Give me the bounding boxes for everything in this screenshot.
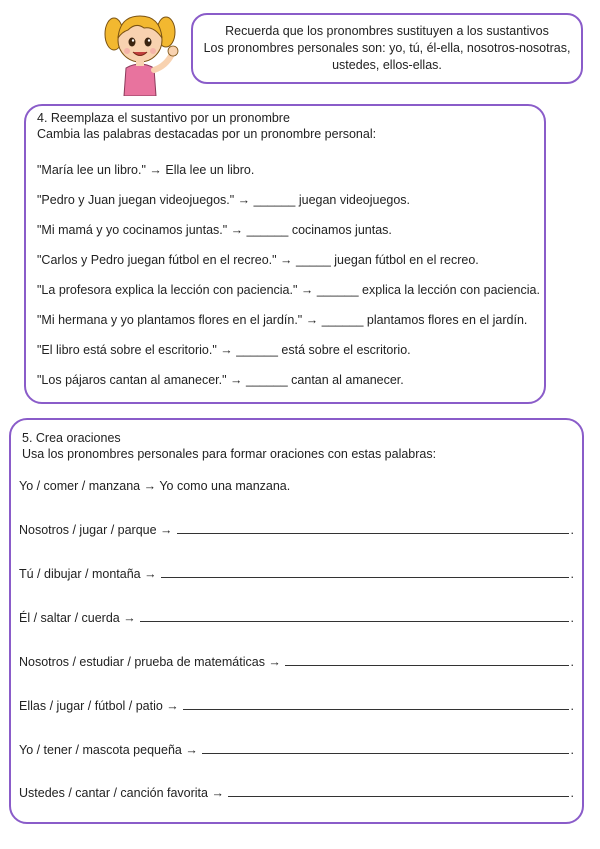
task-prompt: Yo / tener / mascota pequeña →	[19, 743, 198, 757]
line-end: .	[570, 786, 574, 800]
answer-line[interactable]	[285, 653, 569, 666]
tip-line: Los pronombres personales son: yo, tú, él-ella, nosotros-nosotras,	[203, 41, 571, 55]
exercise-5-instruction: Usa los pronombres personales para formar oraciones con estas palabras:	[22, 447, 437, 461]
exercise-4-item: "Los pájaros cantan al amanecer." → ______ cantan al amanecer.	[37, 373, 404, 387]
task-prompt: Tú / dibujar / montaña →	[19, 567, 157, 581]
answer-line[interactable]	[183, 697, 569, 710]
task-prompt: Nosotros / jugar / parque →	[19, 523, 173, 537]
sentence-task	[19, 741, 574, 758]
exercise-4-item: "Mi mamá y yo cocinamos juntas." → ______ cocinamos juntas.	[37, 223, 392, 237]
exercise-4-title: 4. Reemplaza el sustantivo por un pronombre	[37, 111, 290, 125]
line-end: .	[570, 743, 574, 757]
exercise-5-example: Yo / comer / manzana → Yo como una manzana.	[19, 479, 291, 493]
line-end: .	[570, 699, 574, 713]
task-prompt: Nosotros / estudiar / prueba de matemáticas →	[19, 655, 281, 669]
sentence-task	[19, 697, 574, 714]
sentence-task	[19, 609, 574, 626]
answer-line[interactable]	[202, 741, 569, 754]
line-end: .	[570, 611, 574, 625]
exercise-5-title: 5. Crea oraciones	[22, 431, 121, 445]
answer-line[interactable]	[161, 565, 569, 578]
task-prompt: Ustedes / cantar / canción favorita →	[19, 786, 224, 800]
line-end: .	[570, 655, 574, 669]
exercise-4-box	[24, 104, 546, 404]
exercise-4-item: "Mi hermana y yo plantamos flores en el jardín." → ______ plantamos flores en el jardín.	[37, 313, 528, 327]
sentence-task	[19, 521, 574, 538]
sentence-task	[19, 565, 574, 582]
girl-illustration	[100, 4, 192, 96]
exercise-4-item: "Pedro y Juan juegan videojuegos." → ______ juegan videojuegos.	[37, 193, 411, 207]
tip-line: ustedes, ellos-ellas.	[332, 58, 442, 72]
line-end: .	[570, 523, 574, 537]
exercise-4-item: "Carlos y Pedro juegan fútbol en el recreo." → _____ juegan fútbol en el recreo.	[37, 253, 479, 267]
exercise-5-box	[9, 418, 584, 824]
tip-line: Recuerda que los pronombres sustituyen a los sustantivos	[225, 24, 549, 38]
answer-line[interactable]	[140, 609, 569, 622]
task-prompt: Ellas / jugar / fútbol / patio →	[19, 699, 179, 713]
task-prompt: Él / saltar / cuerda →	[19, 611, 136, 625]
sentence-task	[19, 653, 574, 670]
answer-line[interactable]	[177, 521, 569, 534]
line-end: .	[570, 567, 574, 581]
answer-line[interactable]	[228, 784, 569, 797]
exercise-4-item: "María lee un libro." → Ella lee un libro.	[37, 163, 255, 177]
sentence-task	[19, 784, 574, 801]
exercise-4-instruction: Cambia las palabras destacadas por un pronombre personal:	[37, 127, 377, 141]
exercise-4-item: "La profesora explica la lección con paciencia." → ______ explica la lección con paciencia.	[37, 283, 540, 297]
pronoun-tip-box	[191, 13, 583, 84]
exercise-4-item: "El libro está sobre el escritorio." → ______ está sobre el escritorio.	[37, 343, 411, 357]
